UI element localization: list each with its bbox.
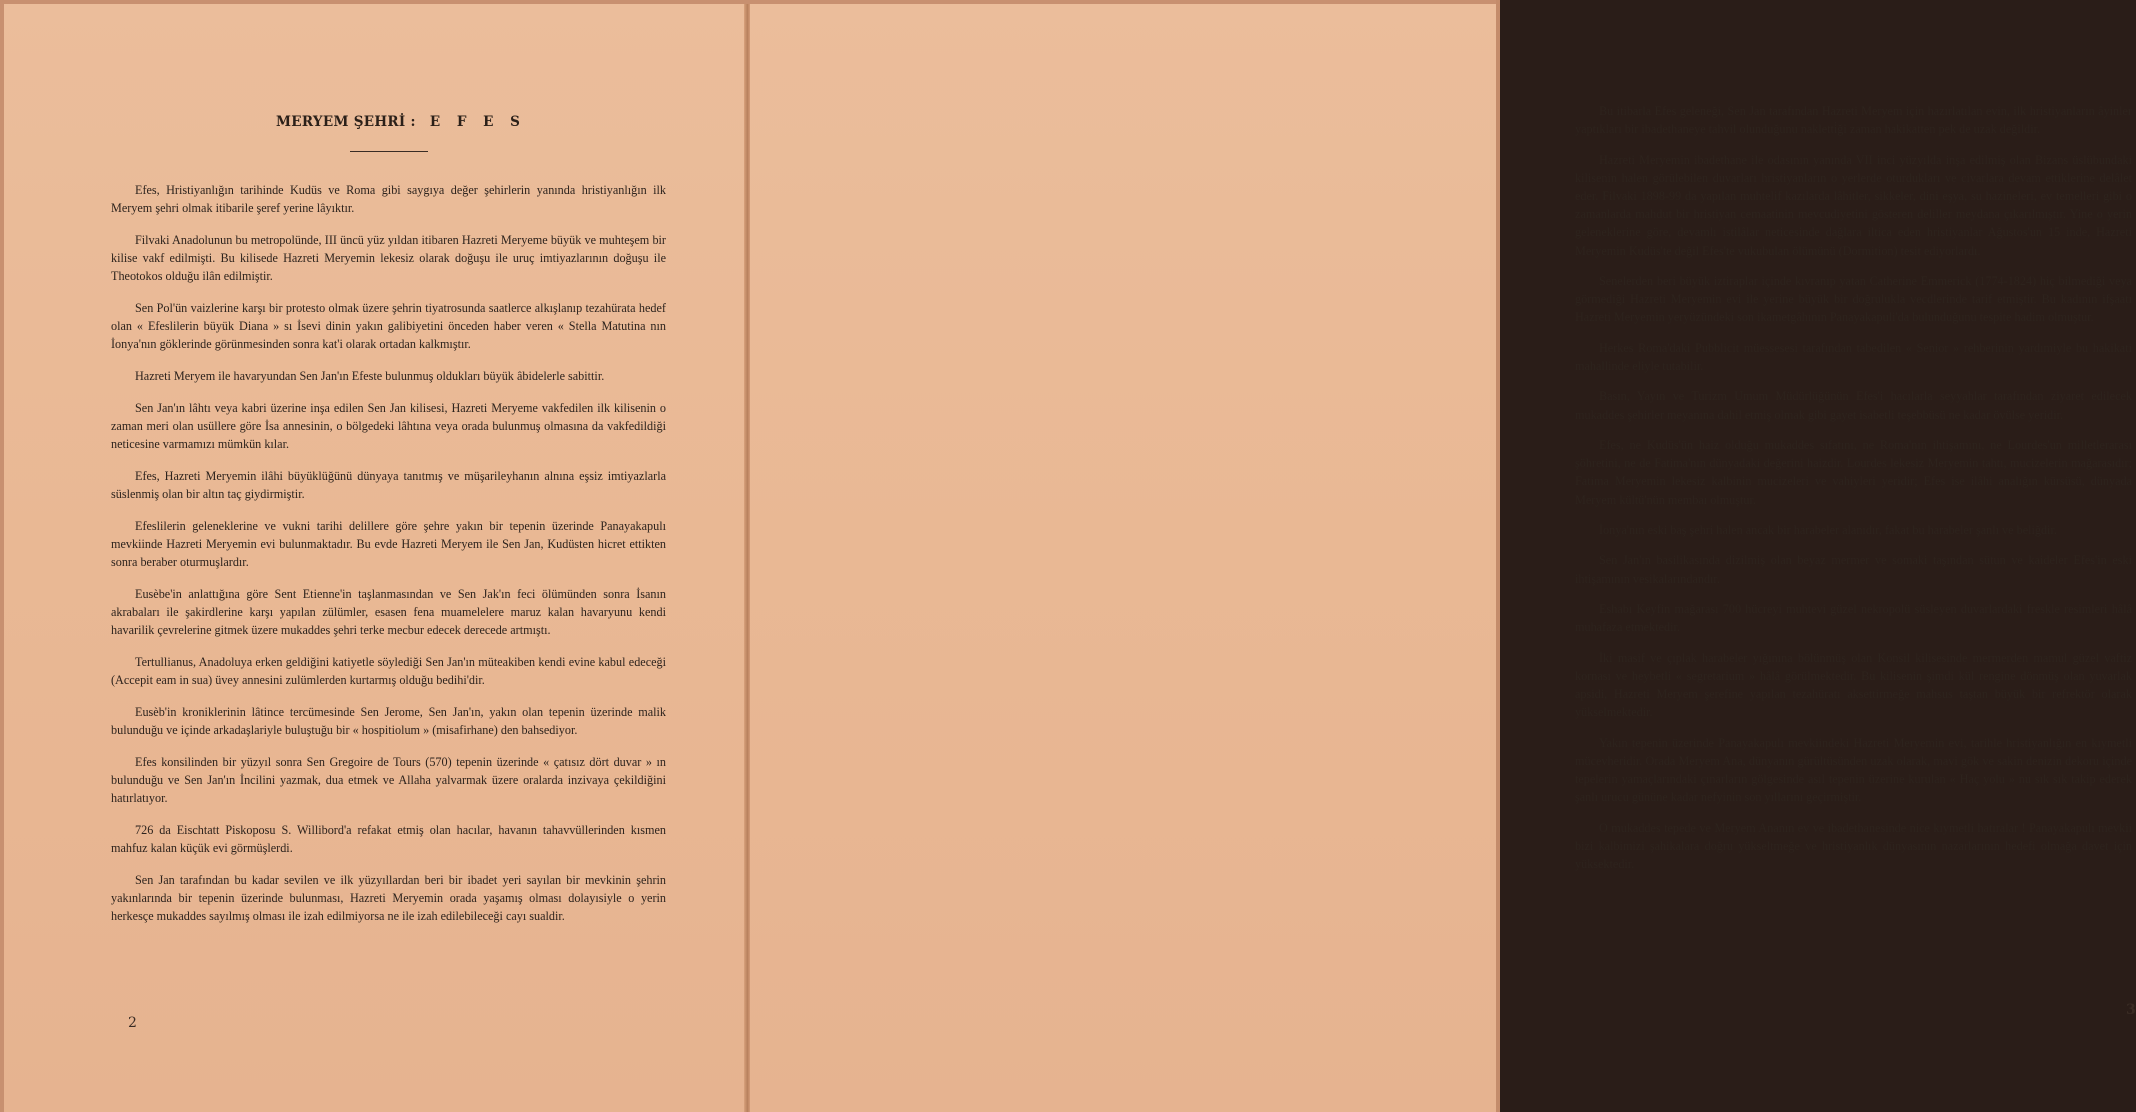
page-number-right: 3	[2126, 1002, 2136, 1018]
paragraph: Hazreti Meryemin ibadethane ile odasının yanında VII inci yüzyılda inşa edilmiş olan Bizans üslübundaki kilisenin halen görülebilen duvarları hristiyanların o yerlerde oturdukları ve civarlara devam ettiklerine delâlet eder. Filvaki 1898-99 da yapılan muhtelif kazılarda lâhitler, sikkeler, dini eşya, su hazineleri, ev temelleri gibi o zamanlarda mahdut bir hristiyan cemaatinin mevcudiyetini gösteren deliller meydana çıkarılmıştır. Yine o yerin geleneklerine göre, devamlı istilâlar neticesinde dağlara iltica eden hristiyanlar Ağustos'un 15 inde, Hazreti Meryemin Kudüs'te değil Efes'te vukubulan ölümünü (Dormition) tesit ediyorlardı.	[1575, 152, 2132, 258]
paragraph: Filvaki Anadolunun bu metropolünde, III üncü yüz yıldan itibaren Hazreti Meryeme büyük ve muhteşem bir kilise vakf edilmişti. Bu kilisede Hazreti Meryemin lekesiz olarak doğuşu ile uruç imtiyazlarının doğuşu ile Theotokos olduğu ilân edilmiştir.	[111, 232, 666, 284]
paragraph: İonya'nın eski baş şehri halen ancak bir harabeler alanıdır, fakat bu harabeler şanlı ve beliğdir.	[1599, 522, 2057, 537]
paragraph: Efeslilerin geleneklerine ve vukni tarihi delillere göre şehre yakın bir tepenin üzerinde Panayakapulı mevkiinde Hazreti Meryemin evi bulunmaktadır. Bu evde Hazreti Meryem ile Sen Jan, Kudüsten hicret ettikten sonra beraber oturmuşlardır.	[111, 518, 666, 570]
page-edge-top	[0, 0, 1500, 4]
paragraph: Hazreti Meryem ile havaryundan Sen Jan'ın Efeste bulunmuş oldukları büyük âbidelerle sabittir.	[135, 369, 605, 384]
paragraph: Sen Jan'ın lâhtı veya kabri üzerine inşa edilen Sen Jan kilisesi, Hazreti Meryeme vakfedilen ilk kilisenin o zaman meri olan usüllere göre İsa annesinin, o bölgedeki lâhtına veya orada bulunmuş olmasına da vakfedildiği neticesine varmamızı mümkün kılar.	[111, 400, 666, 452]
paragraph: Tertullianus, Anadoluya erken geldiğini katiyetle söylediği Sen Jan'ın müteakiben kendi evine kabul edeceği (Accepit eam in sua) üvey annesini zulümlerden kurtarmış olduğu bedihi'dir.	[111, 655, 666, 688]
paragraph: Efes, Hristiyanlığın tarihinde Kudüs ve Roma gibi saygıya değer şehirlerin yanında hristiyanlığın ilk Meryem şehri olmak itibarile şeref yerine lâyıktır.	[111, 183, 666, 216]
paragraph: Yakın tepenin üzerinde Panayakapulı mevkiindeki Hazreti Meryemin evi, tarihle hristiyanlığın en kıymetli mücevheridir. Orada Meryem Ana, dünyanın gürültüsünden uzak olarak, mavi gök ve sakin denizin dekoru içinde tepelerin yamaçlarındaki çınarların gölgesinde asıl tepenin üzerine kurulan « Haç yolu » nu sık sık takip ederek şanlı urucu gününe kadar nefyinin son yıllarını geçirmiştir.	[1575, 735, 2132, 805]
right-page	[750, 0, 2136, 1112]
right-text-column	[1575, 102, 2132, 885]
left-page	[0, 0, 748, 1112]
paragraph: Efes, ne Kudüs'ün haiz olduğu mukaddes sıfatını, ne Roma'nın ihtişamını, ne Lourdes'un milletlerarası şöhretini, ne de Fatima'nın dünyadaki değerini haizdir. Lourdes lekesiz Meryemin tahtı, mucizelerin mağarasıdır; Fatima Meryemin lekesiz kalbinin mucizeleri ve vahiyleri yeridir; Efes ise ilâhi analığın kürsüsü, dünyada Meryem kültü'nün membaı olmuştur.	[1575, 437, 2132, 507]
paragraph: Sen Jan'ın basilikasında dizilmiş olan beyaz mermer ve somaki taşından sütun ve kaideler Efes'in eski ihtişamının vesikalarındandır.	[1575, 553, 2132, 586]
paragraph: Eshabı Keyfin mağarası 700 hücreyi muhtevi güzel nekropolü süsleyen duvarlardaki freskle resimleri hâlâ muhafaza etmektedir.	[1575, 601, 2132, 635]
paragraph: Efes konsilinden bir yüzyıl sonra Sen Gregoire de Tours (570) tepenin üzerinde « çatısız dört duvar » ın bulunduğu ve Sen Jan'ın İncilini yazmak, dua etmek ve Allaha yalvarmak üzere oralarda inzivaya çekildiğini hatırlatıyor.	[111, 754, 666, 806]
paragraph: Eusèb'in kroniklerinin lâtince tercümesinde Sen Jerome, Sen Jan'ın, yakın olan tepenin üzerinde malik bulunduğu ve içinde arkadaşlariyle buluştuğu bir « hospitiolum » (misafirhane) den bahsediyor.	[111, 704, 666, 738]
paragraph: İki masif ve çıplak harabeler yığınına bölünmüş olan Konsil kilisesinde mermerden mamul güzel vaftiz kornası ve heybetli « segretarium » hâlâ görülmektedir. Bu kilisenin şimdi kül rengine dönmüş olan yuvarlak apsidi, Hazreti Meryem şerefine yapılan tezahüratı aksettirmeğe mahsus taştan büyük bir refrektör olarak yükselmektedir.	[1575, 650, 2132, 720]
page-edge-right	[1496, 0, 1500, 1112]
page-title	[276, 114, 526, 130]
title-place: E F E S	[429, 114, 526, 130]
paragraph: Bu itibarla Efes geleneği, Sen Jan tarafından Hazreti Meryem için hazırlatılan evin, ilk hristiyanların âyinler yaptıkları bir ibadethaneye tahvil olunduğunu nakletti̇ği zaman hakikatten pek de uzak değildir.	[1575, 104, 2132, 137]
paragraph: O mukaddes tepede ve Meryem Ananın ev ve ibadethanesinde nice kıymetli hatıralar ! Panayakapulı mevkii bizi kalbimizi şahikalara doğru yükseltmeğe ve hristiyanlık dünyasının nazarlarının hedefi olmağa davet için yüksektedir.	[1575, 820, 2132, 871]
paragraph: Sen Pol'ün vaizlerine karşı bir protesto olmak üzere şehrin tiyatrosunda saatlerce alkışlanıp tezahürata hedef olan « Efeslilerin büyük Diana » sı İsevi dinin yakın galibiyetini önceden haber veren « Stella Matutina nın İonya'nın göklerinde görünmesinden sonra kat'i olarak ortadan kalkmıştır.	[111, 301, 666, 352]
paragraph: Senelerden beri büyük iztiraplar içinde kıvranıp yatan Catherine Emmerick (1774-1824) hiç bilmediği veya görmediği Hazreti Meryemin evi ile yerine büyük bir doğrulukla vecdlerinde tarif etmiştir. Bu kadının ifşaatı Hazreti Meryemin yeryüzündeki son ikametgâhının Panayakapuli'da bulunduğunu tespite hadim olmuştur.	[1575, 274, 2132, 325]
page-edge-left	[0, 0, 4, 1112]
paragraph: 726 da Eischtatt Piskoposu S. Willibord'a refakat etmiş olan hacılar, havanın tahavvüllerinden kısmen mahfuz kalan küçük evi görmüşlerdi.	[111, 822, 666, 856]
paragraph: Sen Jan tarafından bu kadar sevilen ve ilk yüzyıllardan beri bir ibadet yeri sayılan bir mevkinin şehrin yakınlarında bir tepenin üzerinde bulunması, Hazreti Meryemin orada yaşamış olması dolayısiyle o yerin herkesçe mukaddes sayılmış olması ile izah edilmiyorsa ne ile izah edilebileceği cayı sualdir.	[111, 872, 666, 924]
paragraph: Basın, Yayın ve Turizm Umum Müdürlüğünün Efes'i hacılarla seyyahlar tarafından ziyaret edilecek mukaddes şehirler meyanına dahil etmiş olmak gibi gayet isabetli teşebbüsü ne kadar övülse yeridir.	[1575, 389, 2132, 422]
page-number-left: 2	[128, 1015, 137, 1031]
left-text-column	[111, 181, 666, 939]
title-underline	[350, 151, 428, 152]
paragraph: Herkes Roma'daki Pubblicit müessesesi tarafından tabedilen « Senior » rehberinin yardımiyle bu hakikati mahallinde eliyle tutabilir.	[1575, 340, 2132, 373]
title-main: MERYEM ŞEHRİ :	[276, 114, 416, 130]
paragraph: Efes, Hazreti Meryemin ilâhi büyüklüğünü dünyaya tanıtmış ve müşarileyhanın alnına eşsiz imtiyazlarla süslenmiş olan bir altın taç giydirmiştir.	[111, 468, 666, 502]
paragraph: Eusèbe'in anlattığına göre Sent Etienne'in taşlanmasından ve Sen Jak'ın feci ölümünden sonra İsanın akrabaları ile şakirdlerine karşı yapılan zülümler, esasen fena muamelelere maruz kalan havaryunu kendi havarilik çevrelerine gitmek üzere mukaddes şehri terke mecbur edecek derecede artmıştı.	[111, 586, 666, 638]
